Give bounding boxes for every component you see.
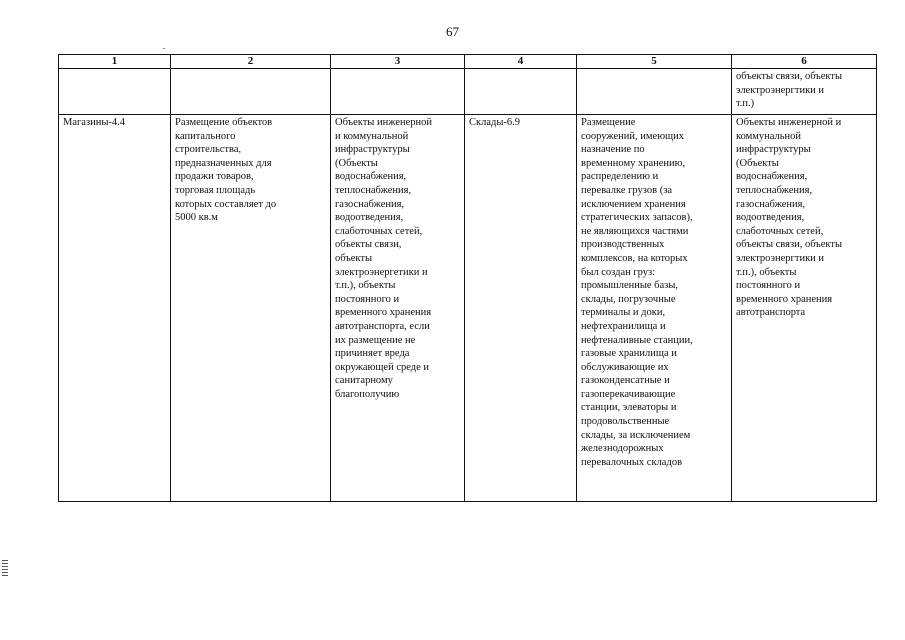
page-number: 67 <box>446 24 459 39</box>
column-header-6: 6 <box>732 55 877 69</box>
table-cell <box>331 69 465 115</box>
table-cell <box>171 69 331 115</box>
scan-speck <box>163 48 165 49</box>
table-cell-permitted-uses: Объекты инженерной и коммунальной инфраструктуры (Объекты водоснабжения, теплоснабжения, газоснабжения, водоотведения, слаботочных сетей, объекты связи, объекты электроэнергтики и т.п.), объекты постоянного и временного хранения автотранспорта <box>732 115 877 502</box>
table-cell-main-use: Магазины-4.4 <box>59 115 171 502</box>
table-header-row <box>59 55 877 69</box>
table-row-continuation <box>59 69 877 115</box>
table-cell-conditional-use-description: Размещение сооружений, имеющих назначение по временному хранению, распределению и перевалке грузов (за исключением хранения стратегических запасов), не являющихся частями производственных комплексов, на которых был создан груз: промышленные базы, склады, погрузочные терминалы и доки, нефтехранилища и нефтеналивные станции, газовые хранилища и обслуживающие их газоконденсатные и газоперекачивающие станции, элеваторы и продовольственные склады, за исключением железнодорожных перевалочных складов <box>577 115 732 502</box>
table-cell <box>465 69 577 115</box>
scan-margin-mark <box>2 560 8 578</box>
column-header-4: 4 <box>465 55 577 69</box>
table-cell-auxiliary-uses: Объекты инженерной и коммунальной инфраструктуры (Объекты водоснабжения, теплоснабжения, газоснабжения, водоотведения, слаботочных сетей, объекты связи, объекты электроэнергетики и т.п.), объекты постоянного и временного хранения автотранспорта, если их размещение не причиняет вреда окружающей среде и санитарному благополучию <box>331 115 465 502</box>
column-header-3: 3 <box>331 55 465 69</box>
column-header-2: 2 <box>171 55 331 69</box>
table-cell-conditional-use: Склады-6.9 <box>465 115 577 502</box>
table-cell <box>59 69 171 115</box>
column-header-5: 5 <box>577 55 732 69</box>
table-cell <box>577 69 732 115</box>
table-row-stores <box>59 115 877 502</box>
zoning-table <box>58 54 877 502</box>
column-header-1: 1 <box>59 55 171 69</box>
table-cell-permitted-uses: объекты связи, объекты электроэнергтики и т.п.) <box>732 69 877 115</box>
table-cell-main-use-description: Размещение объектов капитального строительства, предназначенных для продажи товаров, торговая площадь которых составляет до 5000 кв.м <box>171 115 331 502</box>
